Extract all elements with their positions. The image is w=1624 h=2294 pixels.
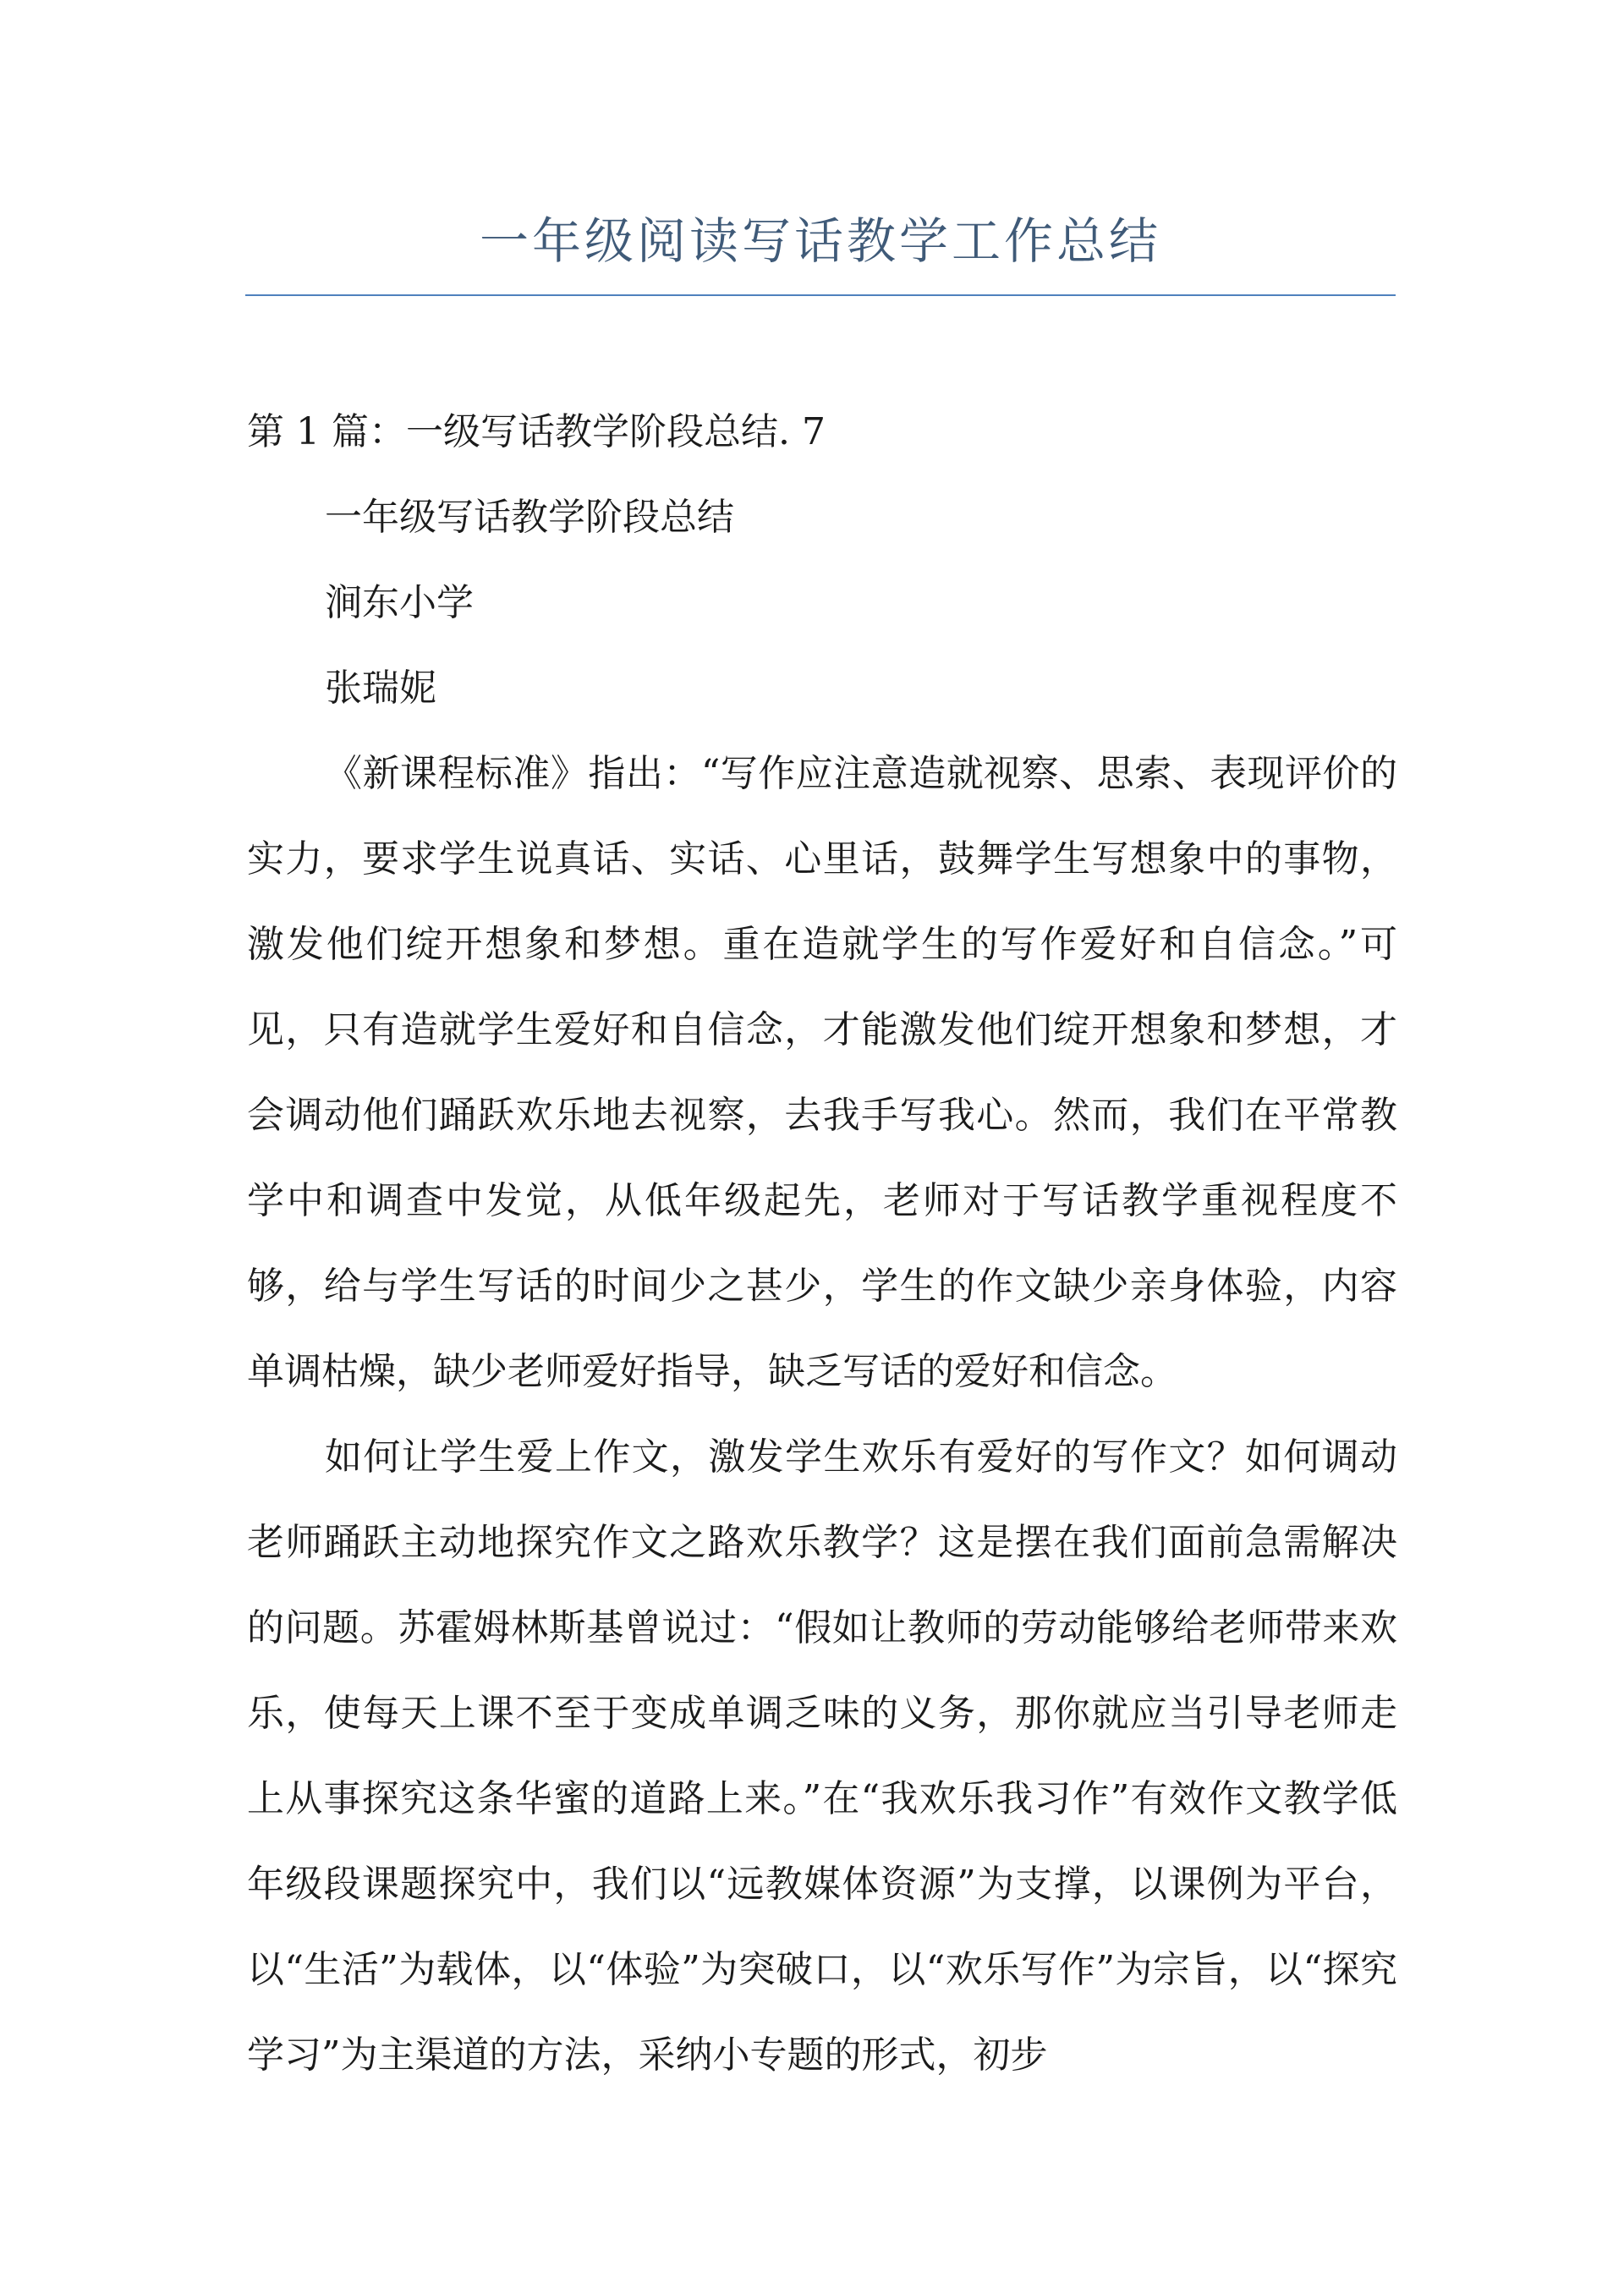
document-title: 一年级阅读写话教学工作总结 <box>479 212 1161 270</box>
body-paragraph: 《新课程标准》指出：“写作应注意造就视察、思索、表现评价的实力，要求学生说真话、实话、心里话，鼓舞学生写想象中的事物，激发他们绽开想象和梦想。重在造就学生的写作爱好和自信念。”可见，只有造就学生爱好和自信念，才能激发他们绽开想象和梦想，才会调动他们踊跃欢乐地去视察，去我手写我心。然而，我们在平常教学中和调查中发觉，从低年级起先，老师对于写话教学重视程度不够，给与学生写话的时间少之甚少，学生的作文缺少亲身体验，内容单调枯燥，缺少老师爱好指导，缺乏写话的爱好和信念。 <box>247 752 1397 1393</box>
subtitle: 一年级写话教学阶段总结 <box>325 496 734 539</box>
title-divider <box>245 294 1396 296</box>
author-name: 张瑞妮 <box>325 667 436 710</box>
document-body <box>247 389 1397 2098</box>
school-name: 涧东小学 <box>325 581 474 624</box>
section-heading: 第 1 篇：一级写话教学阶段总结. 7 <box>247 410 826 453</box>
body-paragraph: 如何让学生爱上作文，激发学生欢乐有爱好的写作文？如何调动老师踊跃主动地探究作文之路欢乐教学？这是摆在我们面前急需解决的问题。苏霍姆林斯基曾说过：“假如让教师的劳动能够给老师带来欢乐，使每天上课不至于变成单调乏味的义务，那你就应当引导老师走上从事探究这条华蜜的道路上来。”在“我欢乐我习作”有效作文教学低年级段课题探究中，我们以“远教媒体资源”为支撑，以课例为平台，以“生活”为载体，以“体验”为突破口，以“欢乐写作”为宗旨，以“探究学习”为主渠道的方法，采纳小专题的形式，初步 <box>247 1435 1397 2077</box>
